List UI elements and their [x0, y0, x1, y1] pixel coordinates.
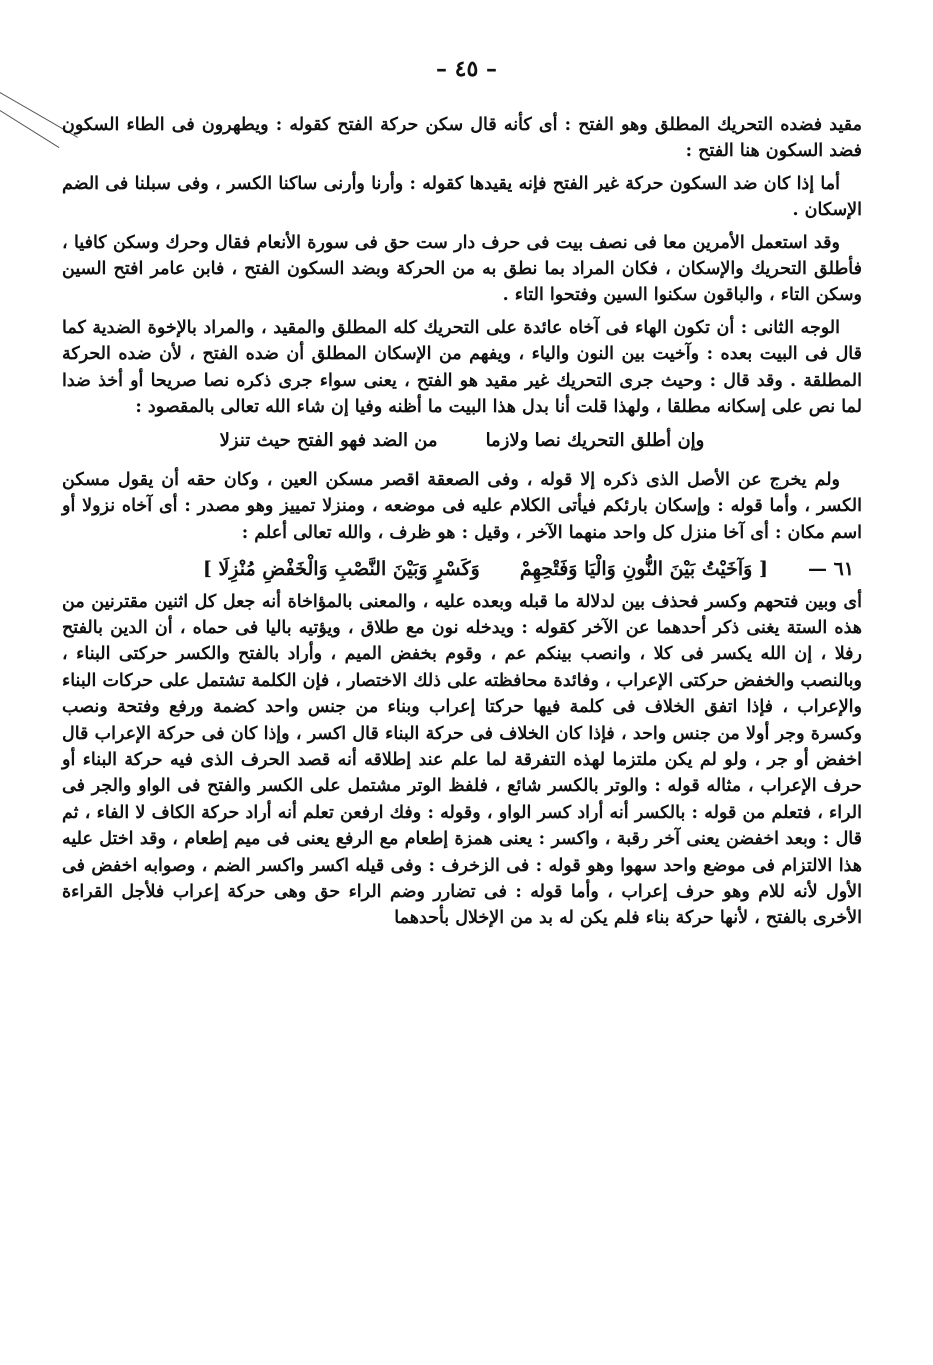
paragraph: وقد استعمل الأمرين معا فى نصف بيت فى حرف دار ست حق فى سورة الأنعام فقال وحرك وسكن كافيا ، فأطلق التحريك والإسكان ، فكان المراد بما نطق به من الحركة وبضد السكون الفتح ، فابن عامر افتح السين وسكن التاء ، والباقون سكنوا السين وفتحوا التاء .: [62, 232, 862, 306]
paragraph: الوجه الثانى : أن تكون الهاء فى آخاه عائدة على التحريك كله المطلق والمقيد ، والمراد بالإخوة الضدية كما قال فى البيت بعده : وآخيت بين النون والياء ، ويفهم من الإسكان المطلق أن ضده الفتح ، لأن ضده الحركة المطلقة . وقد قال : وحيث جرى التحريك غير مقيد هو الفتح ، يعنى سواء جرى ذكره نصا صريحا أو أخذ ضدا لما نص على إسكانه مطلقا ، ولهذا قلت أنا بدل هذا البيت ما أظنه وفيا إن شاء الله تعالى بالمقصود :: [62, 317, 862, 418]
scan-edge-line: [0, 110, 59, 148]
numbered-verse: [62, 556, 862, 582]
verse-second-hemistich: وَكَسْرٍ وَبَيْنَ النَّصْبِ وَالْخَفْضِ مُنْزِلَا ]: [202, 558, 480, 581]
verse-first-hemistich: وإن أطلق التحريك نصا ولازما: [485, 430, 705, 452]
body-text: [62, 112, 862, 938]
paragraph: أما إذا كان ضد السكون حركة غير الفتح فإنه يقيدها كقوله : وأرنا وأرنى ساكنا الكسر ، وفى سبلنا فى الضم الإسكان .: [62, 173, 862, 221]
paragraph: أى وبين فتحهم وكسر فحذف بين لدلالة ما قبله وبعده عليه ، والمعنى بالمؤاخاة أنه جعل كل اثنين مقترنين من هذه الستة يغنى ذكر أحدهما عن الآخر كقوله : ويدخله نون مع طلاق ، ويؤتيه باليا فى حماه ، أن الدين بالفتح رفلا ، إن الله يكسر فى كلا ، وانصب بينكم عم ، وقوم بخفض الميم ، وأراد بالفتح والكسر حركتى البناء ، وبالنصب والخفض حركتى الإعراب ، وفائدة محافظته على ذلك الاختصار ، فإن الكلمة تشتمل على حركات البناء والإعراب ، فإذا اتفق الخلاف فى كلمة فيها حركتا إعراب وبناء من جنس واحد كضمة ورفع وفتحة ونصب وكسرة وجر أولا من جنس واحد ، فإذا كان الخلاف فى حركة البناء قال اكسر ، وإذا كان فى حركة الإعراب قال اخفض أو جر ، ولو لم يكن ملتزما لهذه التفرقة لما علم عند إطلاقه أنه قصد الحرف الذى فيه حركة البناء أو حرف الإعراب ، مثاله قوله : والوتر بالكسر شائع ، فلفظ الوتر مشتمل على الكسر والفتح فى الواو والجر فى الراء ، فتعلم من قوله : بالكسر أنه أراد كسر الواو ، وقوله : وفك ارفعن تعلم أنه أراد حركة الكاف لا الفاء ، ثم قال : وبعد اخفضن يعنى آخر رقبة ، واكسر : يعنى همزة إطعام مع الرفع يعنى فى ميم إطعام ، وقد اختل عليه هذا الالتزام فى موضع واحد سهوا وهو قوله : فى الزخرف : وفى قيله اكسر واكسر الضم ، وصوابه اخفض فى الأول لأنه للام وهو حرف إعراب ، وأما قوله : فى تضارر وضم الراء حق وهى حركة إعراب فلأجل القراءة الأخرى بالفتح ، لأنها حركة بناء فلم يكن له بد من الإخلال بأحدهما: [62, 591, 862, 929]
verse-second-hemistich: من الضد فهو الفتح حيث تنزلا: [219, 430, 438, 452]
poem-verse: [62, 428, 862, 454]
page-number: – ٤٥ –: [436, 56, 497, 82]
paragraph: مقيد فضده التحريك المطلق وهو الفتح : أى كأنه قال سكن حركة الفتح كقوله : ويطهرون فى الطاء السكون فضد السكون هنا الفتح :: [62, 115, 862, 162]
verse-first-hemistich: [ وَآخَيْتُ بَيْنَ النُّونِ وَالْيَا وَفَتْحِهِمْ: [519, 558, 768, 581]
verse-number: ٦١ —: [807, 558, 854, 581]
paragraph: ولم يخرج عن الأصل الذى ذكره إلا قوله ، وفى الصعقة اقصر مسكن العين ، وكان حقه أن يقول مسكن الكسر ، وأما قوله : وإسكان بارئكم فيأتى الكلام عليه فى موضعه ، ومنزلا تمييز وهو مصدر : أى آخاه نزولا أو اسم مكان : أى آخا منزل كل واحد منهما الآخر ، وقيل : هو ظرف ، والله تعالى أعلم :: [62, 469, 862, 543]
